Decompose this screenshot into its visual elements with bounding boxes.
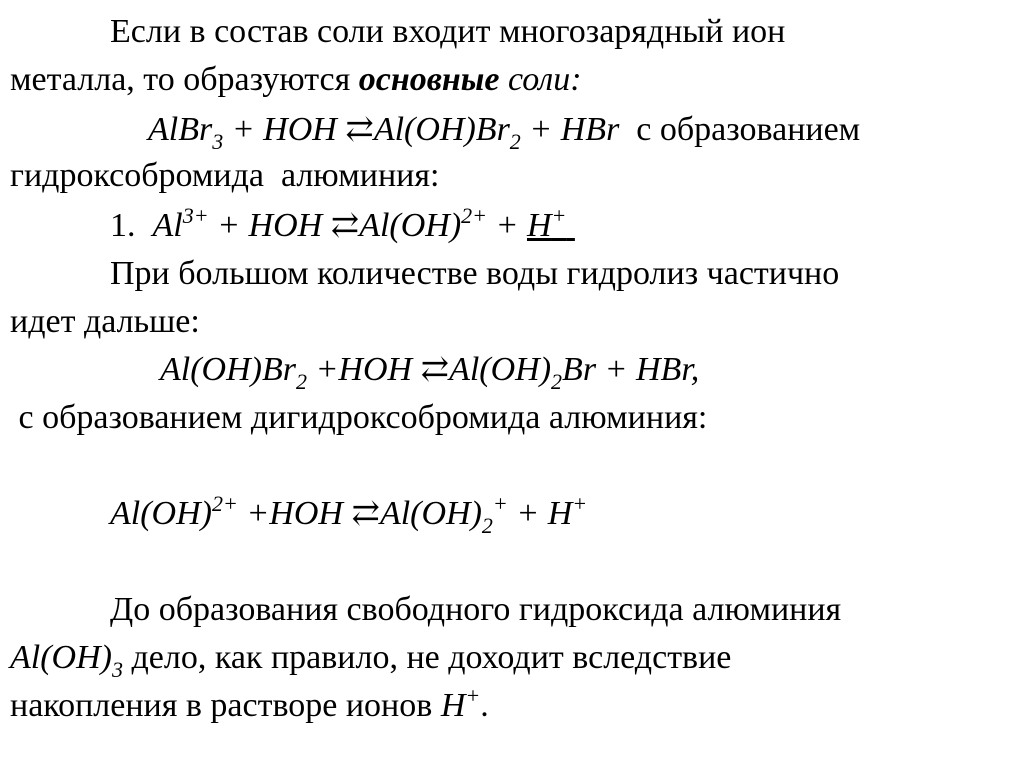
paragraph-1-line-2 <box>10 60 582 100</box>
bold-term: основные <box>358 61 500 98</box>
formula: +HOH <box>237 495 352 532</box>
equation-2 <box>110 203 575 246</box>
text: Если в состав соли входит многозарядный ион <box>110 13 786 50</box>
paragraph-5-line-3 <box>10 683 489 726</box>
paragraph-3-line-2 <box>10 302 200 342</box>
formula: Al <box>152 207 183 244</box>
text: гидроксобромида алюминия: <box>10 157 440 194</box>
paragraph-1-line-1 <box>110 12 785 52</box>
formula: Al(OH)Br <box>160 351 296 388</box>
superscript: + <box>551 203 567 228</box>
text: До образования свободного гидроксида алюминия <box>110 591 842 628</box>
equilibrium-arrow-icon: ⇄ <box>420 351 450 388</box>
formula: + H <box>507 495 573 532</box>
superscript: + <box>492 491 508 516</box>
subscript: 3 <box>212 129 224 154</box>
superscript: + <box>465 683 481 708</box>
text: дело, как правило, не доходит вследствие <box>122 639 732 676</box>
formula: + HOH <box>208 207 331 244</box>
superscript: 3+ <box>182 203 209 228</box>
subscript: 2 <box>295 369 307 394</box>
text-italic: соли: <box>499 61 582 98</box>
formula: + HBr <box>520 111 620 148</box>
hydrogen-ion <box>526 203 575 244</box>
text: металла, то образуются <box>10 61 359 98</box>
formula: Al(OH) <box>359 207 462 244</box>
subscript: 3 <box>111 657 123 682</box>
text: . <box>480 687 489 724</box>
formula: + HOH <box>223 111 346 148</box>
subscript: 2 <box>481 513 493 538</box>
equilibrium-arrow-icon: ⇄ <box>351 495 380 532</box>
formula: Al(OH) <box>10 639 112 676</box>
formula: Al(OH) <box>449 351 552 388</box>
formula: Al(OH) <box>379 495 482 532</box>
paragraph-3-line-1 <box>110 254 839 294</box>
equilibrium-arrow-icon: ⇄ <box>330 207 360 244</box>
equilibrium-arrow-icon: ⇄ <box>345 111 374 148</box>
superscript: 2+ <box>211 491 238 516</box>
equation-1 <box>148 110 861 154</box>
equation-3 <box>160 350 700 394</box>
formula: H <box>526 207 552 244</box>
formula: AlBr <box>148 111 213 148</box>
formula: + <box>487 207 527 244</box>
text: идет дальше: <box>10 303 200 340</box>
text: с образованием дигидроксобромида алюминия: <box>10 399 708 436</box>
list-number: 1. <box>110 207 153 244</box>
text: При большом количестве воды гидролиз частично <box>110 255 840 292</box>
subscript: 2 <box>551 369 563 394</box>
paragraph-5-line-2 <box>10 638 732 682</box>
formula: Al(OH) <box>110 495 212 532</box>
formula: Al(OH)Br <box>373 111 510 148</box>
formula: Br + HBr, <box>562 351 700 388</box>
superscript: + <box>572 491 588 516</box>
paragraph-2-line-1 <box>10 156 439 196</box>
formula: +HOH <box>306 351 421 388</box>
formula: H <box>440 687 466 724</box>
superscript: 2+ <box>461 203 488 228</box>
text: с образованием <box>619 111 861 148</box>
subscript: 2 <box>509 129 521 154</box>
equation-4 <box>110 491 588 538</box>
text: накопления в растворе ионов <box>10 687 441 724</box>
paragraph-4-line-1 <box>10 398 707 438</box>
paragraph-5-line-1 <box>110 590 841 630</box>
